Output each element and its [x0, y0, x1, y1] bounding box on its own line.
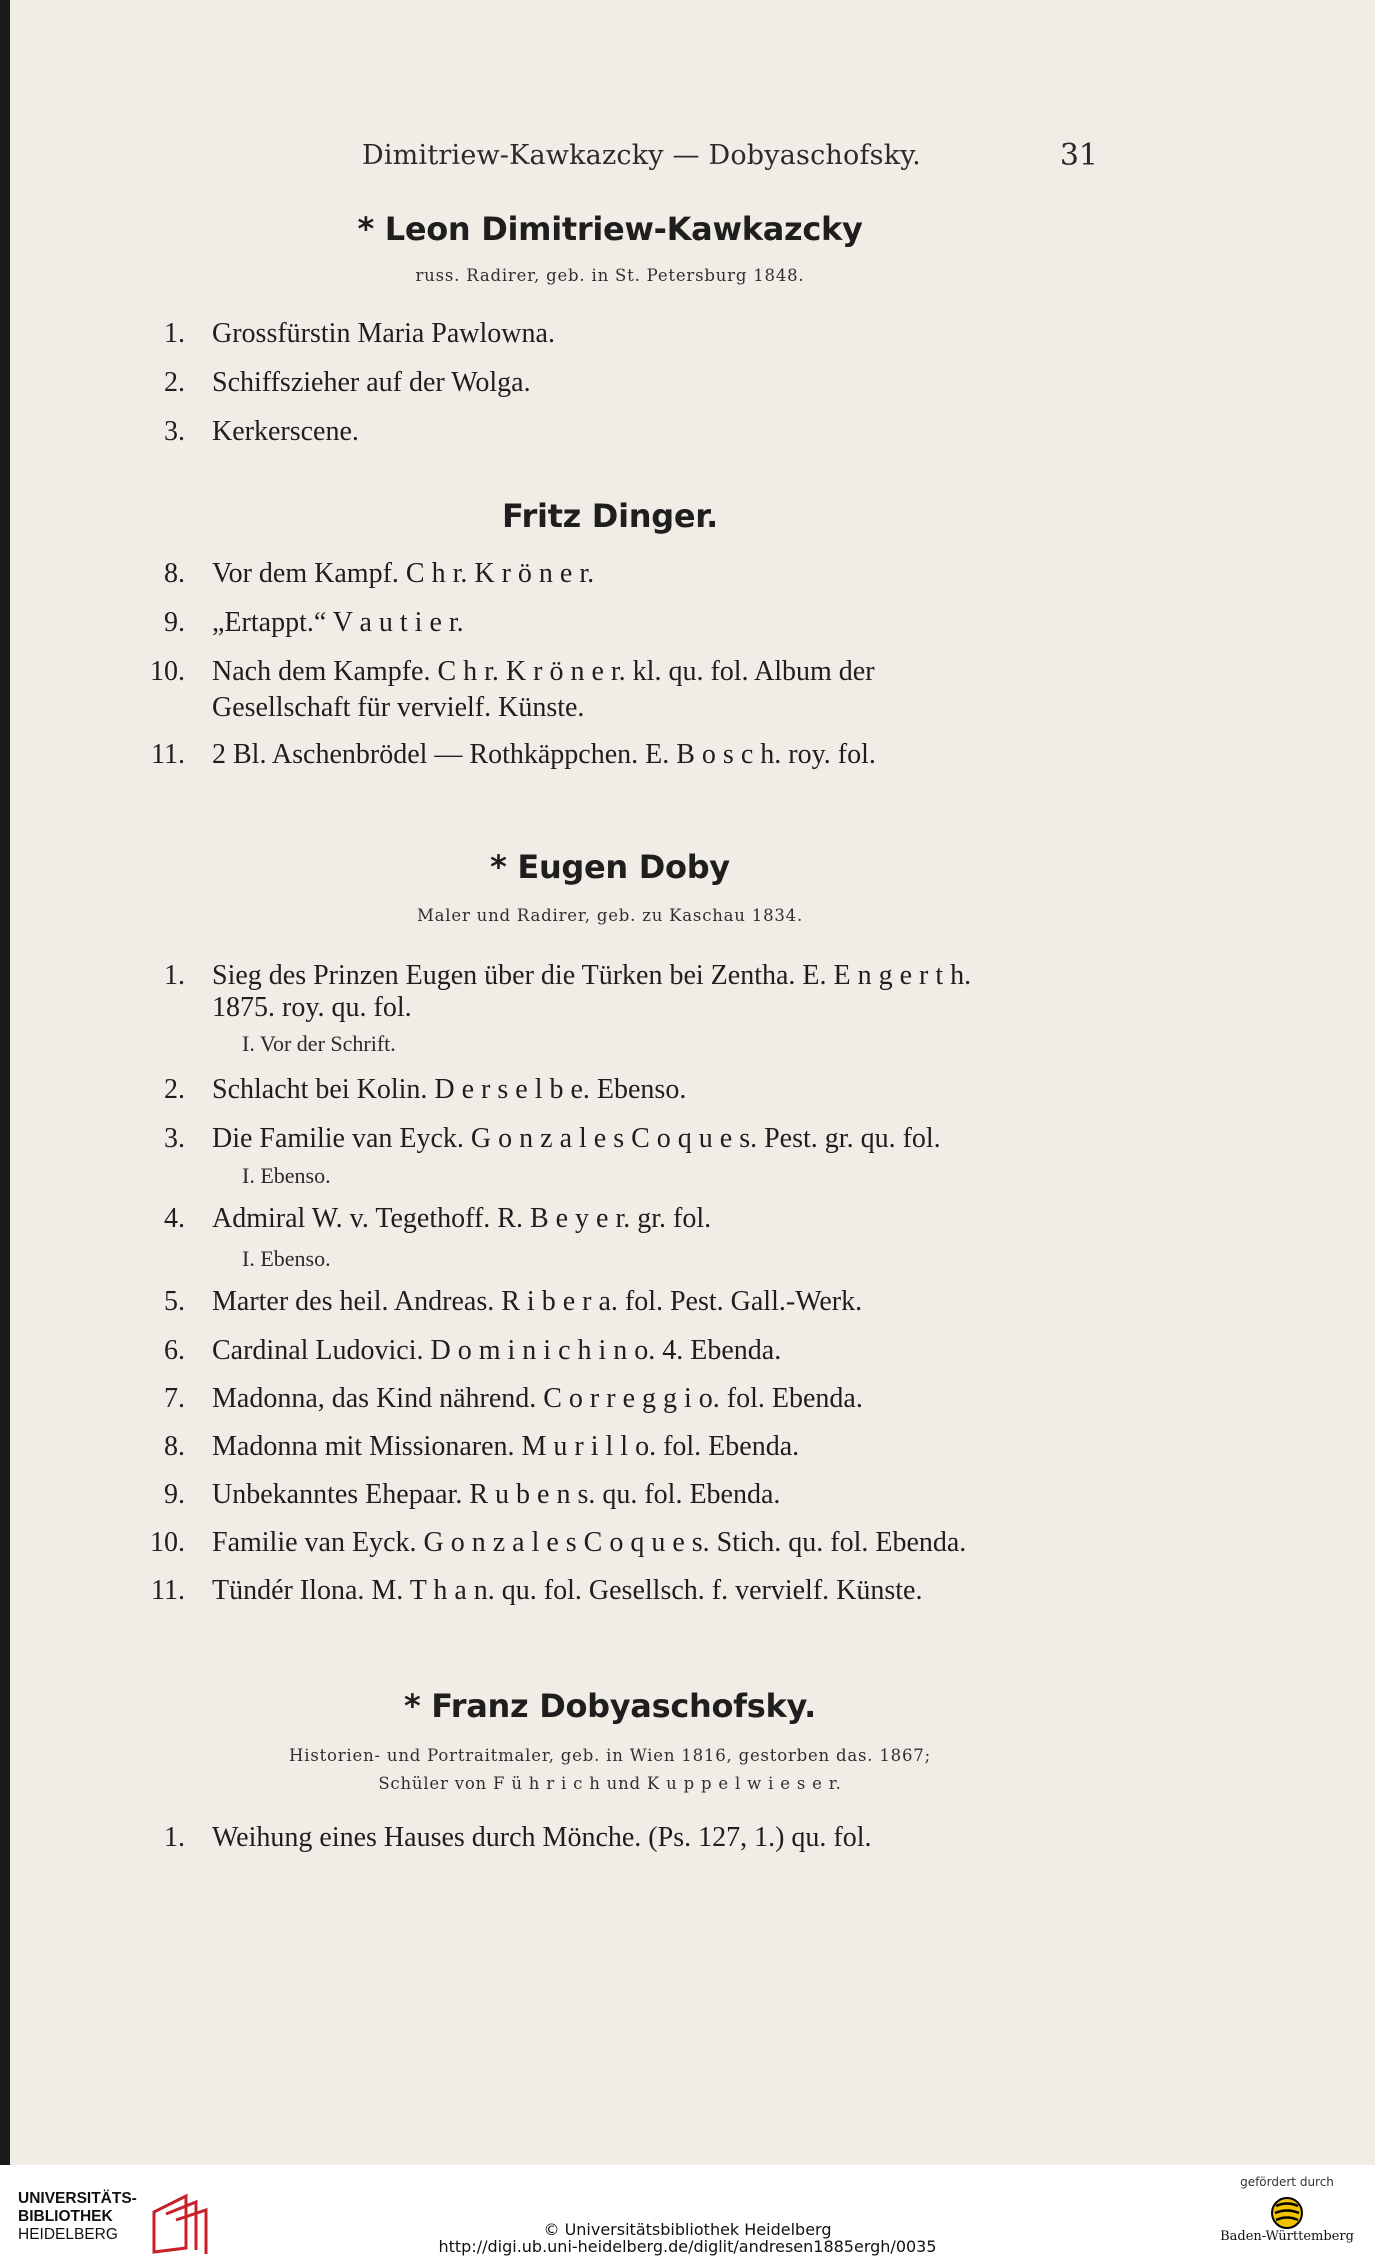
entry-number: 11.	[151, 739, 185, 770]
entry-number: 6.	[164, 1335, 185, 1366]
funder-label: gefördert durch	[1240, 2175, 1334, 2189]
entry-number: 1.	[164, 1822, 185, 1853]
entry-number: 1.	[164, 318, 185, 349]
entry-number: 1.	[164, 960, 185, 991]
entry-number: 9.	[164, 607, 185, 638]
entry-text: Marter des heil. Andreas. R i b e r a. fol. Pest. Gall.-Werk.	[212, 1286, 863, 1317]
entry-number: 9.	[164, 1479, 185, 1510]
entry-state: I. Ebenso.	[242, 1163, 331, 1188]
entry-number: 3.	[164, 416, 185, 447]
page-number: 31	[1059, 138, 1098, 173]
footer-bar	[0, 2165, 1375, 2266]
entry-state: I. Ebenso.	[242, 1246, 331, 1271]
entry-text-continued: Gesellschaft für vervielf. Künste.	[212, 692, 585, 723]
entry-text: Die Familie van Eyck. G o n z a l e s C o q u e s. Pest. gr. qu. fol.	[212, 1123, 941, 1154]
entry-text: Familie van Eyck. G o n z a l e s C o q u e s. Stich. qu. fol. Ebenda.	[212, 1527, 967, 1558]
running-title: Dimitriew-Kawkazcky — Dobyaschofsky.	[362, 140, 921, 171]
entry-text: Weihung eines Hauses durch Mönche. (Ps. 127, 1.) qu. fol.	[212, 1822, 872, 1853]
library-name-line1: UNIVERSITÄTS-	[18, 2190, 137, 2207]
funder-name: Baden-Württemberg	[1220, 2229, 1354, 2244]
entry-number: 4.	[164, 1203, 185, 1234]
artist-note: russ. Radirer, geb. in St. Petersburg 1848.	[415, 266, 805, 285]
entry-text: 2 Bl. Aschenbrödel — Rothkäppchen. E. B o s c h. roy. fol.	[212, 739, 876, 770]
entry-text: Tündér Ilona. M. T h a n. qu. fol. Gesellsch. f. vervielf. Künste.	[212, 1575, 923, 1606]
entry-text: „Ertappt.“ V a u t i e r.	[212, 607, 464, 638]
entry-number: 10.	[150, 656, 185, 687]
library-name-line3: HEIDELBERG	[18, 2226, 118, 2243]
entry-text: Nach dem Kampfe. C h r. K r ö n e r. kl. qu. fol. Album der	[212, 656, 875, 687]
entry-text: Cardinal Ludovici. D o m i n i c h i n o. 4. Ebenda.	[212, 1335, 782, 1366]
entry-state: I. Vor der Schrift.	[242, 1031, 396, 1056]
entry-text: Schiffszieher auf der Wolga.	[212, 367, 531, 398]
entry-text: Madonna mit Missionaren. M u r i l l o. fol. Ebenda.	[212, 1431, 800, 1462]
entry-text: Sieg des Prinzen Eugen über die Türken bei Zentha. E. E n g e r t h.	[212, 960, 972, 991]
entry-number: 5.	[164, 1286, 185, 1317]
library-name-line2: BIBLIOTHEK	[18, 2208, 113, 2225]
entry-text-continued: 1875. roy. qu. fol.	[212, 992, 412, 1023]
funder-block	[1217, 2175, 1357, 2244]
entry-number: 11.	[151, 1575, 185, 1606]
entry-text: Vor dem Kampf. C h r. K r ö n e r.	[212, 558, 595, 589]
entry-number: 10.	[150, 1527, 185, 1558]
artist-note: Historien- und Portraitmaler, geb. in Wien 1816, gestorben das. 1867;	[289, 1746, 931, 1765]
state-emblem-icon	[1269, 2195, 1305, 2231]
entry-text: Schlacht bei Kolin. D e r s e l b e. Ebenso.	[212, 1074, 687, 1105]
artist-heading: Fritz Dinger.	[501, 497, 719, 535]
artist-heading: * Leon Dimitriew-Kawkazcky	[357, 210, 863, 248]
artist-note: Maler und Radirer, geb. zu Kaschau 1834.	[416, 906, 804, 925]
entry-text: Grossfürstin Maria Pawlowna.	[212, 318, 555, 349]
source-url[interactable]: http://digi.ub.uni-heidelberg.de/diglit/andresen1885ergh/0035	[438, 2237, 937, 2256]
running-header	[362, 140, 1098, 171]
copyright-text: © Universitätsbibliothek Heidelberg	[543, 2220, 832, 2239]
entry-text: Unbekanntes Ehepaar. R u b e n s. qu. fol. Ebenda.	[212, 1479, 781, 1510]
artist-note-continued: Schüler von F ü h r i c h und K u p p e l w i e s e r.	[378, 1774, 842, 1793]
artist-heading: * Franz Dobyaschofsky.	[403, 1687, 817, 1725]
entry-number: 8.	[164, 1431, 185, 1462]
footer-copyright	[0, 2221, 1375, 2255]
entry-number: 8.	[164, 558, 185, 589]
entry-number: 7.	[164, 1383, 185, 1414]
entry-text: Madonna, das Kind nährend. C o r r e g g i o. fol. Ebenda.	[212, 1383, 863, 1414]
entry-number: 3.	[164, 1123, 185, 1154]
entry-text: Admiral W. v. Tegethoff. R. B e y e r. gr. fol.	[212, 1203, 712, 1234]
entry-text: Kerkerscene.	[212, 416, 359, 447]
entry-number: 2.	[164, 367, 185, 398]
entry-number: 2.	[164, 1074, 185, 1105]
artist-heading: * Eugen Doby	[490, 848, 730, 886]
